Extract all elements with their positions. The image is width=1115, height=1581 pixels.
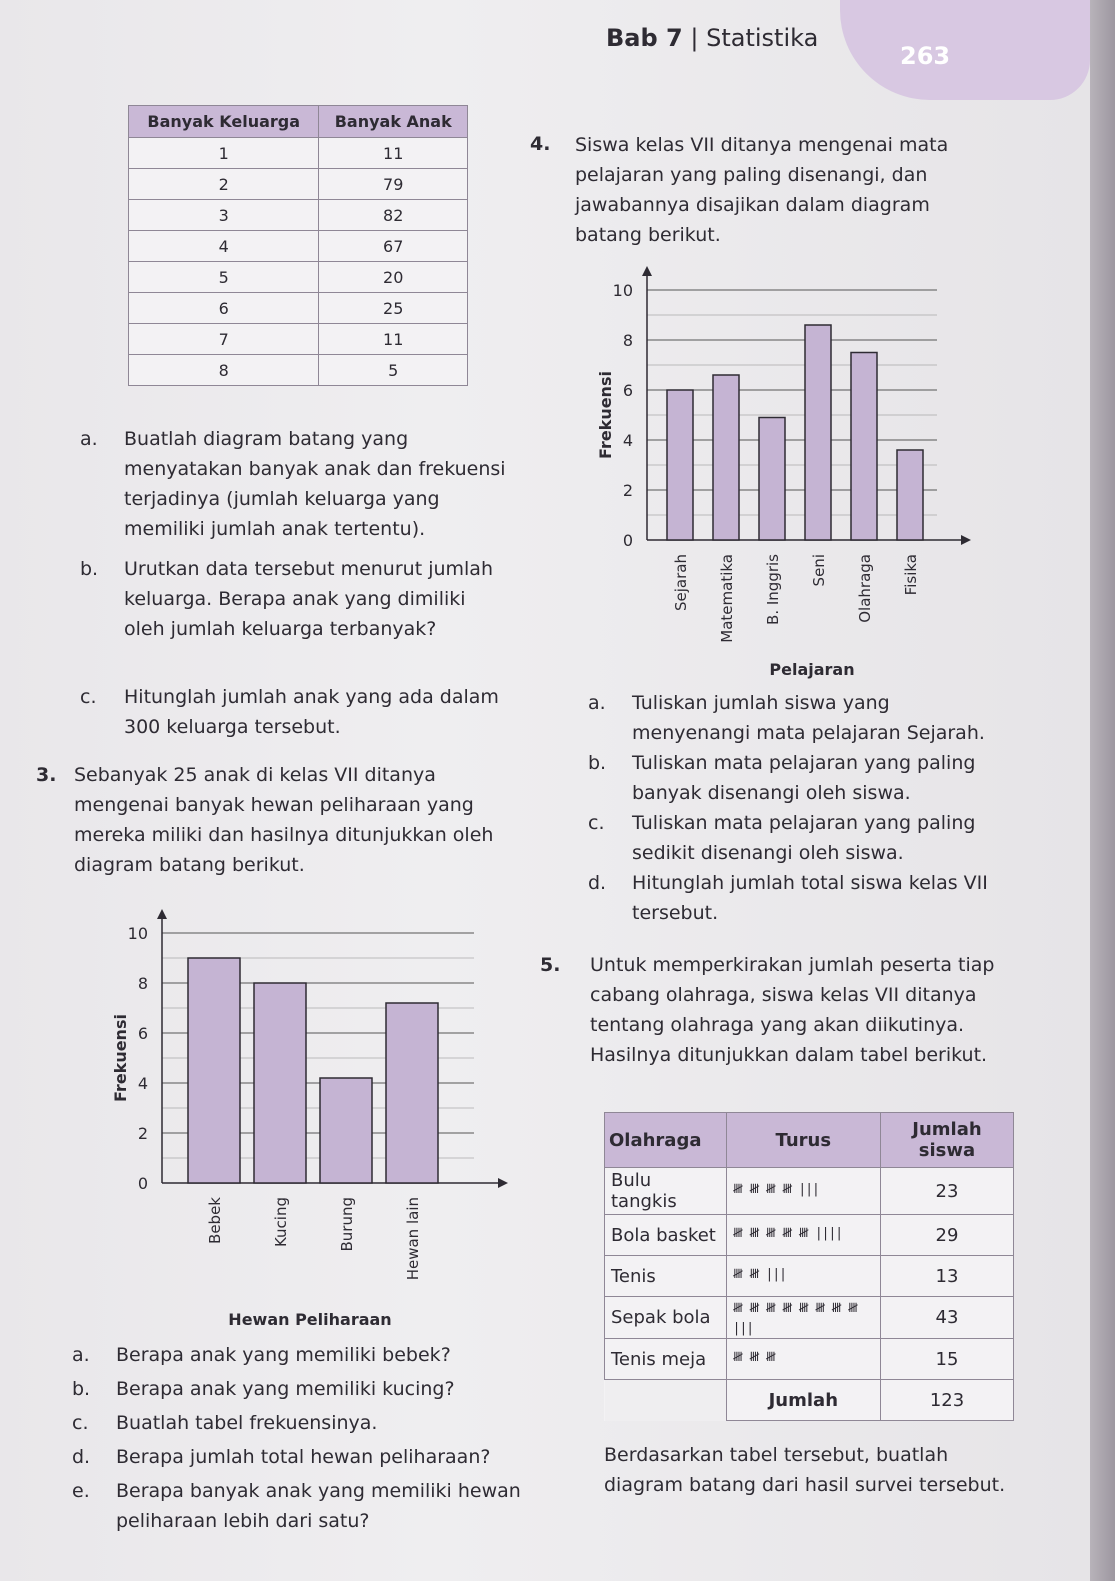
table-cell-sport: Sepak bola <box>605 1297 727 1339</box>
table-cell-sport: Tenis meja <box>605 1339 727 1380</box>
table-row <box>605 1215 1014 1256</box>
chapter-header <box>606 24 818 52</box>
q4-item-label: b. <box>588 752 607 774</box>
q3-item-text: Berapa jumlah total hewan peliharaan? <box>116 1446 491 1468</box>
q3-item-label: d. <box>72 1446 91 1468</box>
table-cell-count: 29 <box>880 1215 1013 1256</box>
table-cell-tally: 𝍸 𝍸 𝍸 <box>726 1339 880 1380</box>
table-cell: 8 <box>129 355 319 386</box>
table-row <box>129 355 468 386</box>
table-cell-count: 15 <box>880 1339 1013 1380</box>
bar-b-inggris <box>759 418 785 541</box>
x-tick-label: Bebek <box>206 1197 224 1244</box>
total-label: Jumlah <box>726 1380 880 1421</box>
table-cell-tally: 𝍸 𝍸 𝍸 𝍸 𝍸 |||| <box>726 1215 880 1256</box>
table-row <box>129 324 468 355</box>
table-cell-tally: 𝍸 𝍸 𝍸 𝍸 ||| <box>726 1168 880 1215</box>
x-tick-label: Kucing <box>272 1197 290 1248</box>
table-header: Jumlah siswa <box>880 1113 1013 1168</box>
q2b-text: Urutkan data tersebut menurut jumlah keluarga. Berapa anak yang dimiliki oleh jumlah keluarga terbanyak? <box>124 558 493 640</box>
table-cell: 20 <box>319 262 468 293</box>
bar-olahraga <box>851 353 877 541</box>
table-cell: 5 <box>319 355 468 386</box>
table-cell-count: 13 <box>880 1256 1013 1297</box>
q2c-text: Hitunglah jumlah anak yang ada dalam 300 keluarga tersebut. <box>124 686 499 738</box>
bar-kucing <box>254 983 306 1183</box>
table-cell-count: 23 <box>880 1168 1013 1215</box>
table-cell: 4 <box>129 231 319 262</box>
x-tick-label: Burung <box>338 1197 356 1252</box>
y-axis-arrow <box>157 909 167 919</box>
table-cell: 3 <box>129 200 319 231</box>
q3-number: 3. <box>36 764 57 786</box>
bar-hewan-lain <box>386 1003 438 1183</box>
y-tick-label: 4 <box>137 1074 148 1093</box>
table-row <box>605 1168 1014 1215</box>
q4-item-text: Tuliskan jumlah siswa yang menyenangi mata pelajaran Sejarah. <box>632 692 985 744</box>
page-edge <box>1090 0 1115 1581</box>
q2b-label: b. <box>80 558 99 580</box>
sports-tally-table <box>604 1112 1014 1421</box>
table-cell: 6 <box>129 293 319 324</box>
y-axis-title: Frekuensi <box>111 1014 130 1102</box>
x-axis-title: Pelajaran <box>769 660 855 679</box>
table-header: Olahraga <box>605 1113 727 1168</box>
table-cell-sport: Bola basket <box>605 1215 727 1256</box>
q5-number: 5. <box>540 954 561 976</box>
q4-item-label: d. <box>588 872 607 894</box>
table-header: Banyak Anak <box>319 106 468 138</box>
chapter-title: Statistika <box>706 24 819 52</box>
x-tick-label: B. Inggris <box>764 554 782 625</box>
bar-sejarah <box>667 390 693 540</box>
x-tick-label: Hewan lain <box>404 1197 422 1281</box>
x-axis-arrow <box>498 1178 508 1188</box>
table-cell: 7 <box>129 324 319 355</box>
header-separator: | <box>690 24 699 52</box>
q3-item-label: b. <box>72 1378 91 1400</box>
chapter-number: Bab 7 <box>606 24 683 52</box>
table-cell-sport: Tenis <box>605 1256 727 1297</box>
table-cell: 1 <box>129 138 319 169</box>
q4-number: 4. <box>530 133 551 155</box>
y-tick-label: 6 <box>137 1024 148 1043</box>
table-header: Turus <box>726 1113 880 1168</box>
q3-item-label: e. <box>72 1480 90 1502</box>
table-row <box>605 1339 1014 1380</box>
q3-item-text: Buatlah tabel frekuensinya. <box>116 1412 378 1434</box>
q3-item-text: Berapa anak yang memiliki kucing? <box>116 1378 455 1400</box>
y-tick-label: 4 <box>622 431 633 450</box>
table-cell-count: 43 <box>880 1297 1013 1339</box>
y-tick-label: 2 <box>137 1124 148 1143</box>
bar-burung <box>320 1078 372 1183</box>
q2a-text: Buatlah diagram batang yang menyatakan banyak anak dan frekuensi terjadinya (jumlah keluarga yang memiliki jumlah anak tertentu). <box>124 428 506 540</box>
q4-item-label: a. <box>588 692 606 714</box>
table-row <box>129 200 468 231</box>
x-tick-label: Olahraga <box>856 554 874 623</box>
y-tick-label: 2 <box>622 481 633 500</box>
q4-item-text: Tuliskan mata pelajaran yang paling banyak disenangi oleh siswa. <box>632 752 976 804</box>
table-header: Banyak Keluarga <box>129 106 319 138</box>
q3-item-label: c. <box>72 1412 89 1434</box>
y-tick-label: 0 <box>137 1174 148 1193</box>
page-number: 263 <box>900 42 951 70</box>
x-axis-title: Hewan Peliharaan <box>228 1310 392 1329</box>
bar-seni <box>805 325 831 540</box>
x-tick-label: Seni <box>810 554 828 587</box>
q3-text: Sebanyak 25 anak di kelas VII ditanya mengenai banyak hewan peliharaan yang mereka miliki dan hasilnya ditunjukkan oleh diagram batang berikut. <box>74 764 494 876</box>
bar-matematika <box>713 375 739 540</box>
q2a-label: a. <box>80 428 98 450</box>
table-row <box>129 138 468 169</box>
y-tick-label: 10 <box>612 281 633 300</box>
table-cell-sport: Bulu tangkis <box>605 1168 727 1215</box>
table-row <box>605 1297 1014 1339</box>
bar-fisika <box>897 450 923 540</box>
x-tick-label: Fisika <box>902 554 920 596</box>
table-row <box>605 1256 1014 1297</box>
family-children-table <box>128 105 468 386</box>
table-row <box>129 262 468 293</box>
subjects-bar-chart <box>585 255 985 685</box>
table-row <box>129 293 468 324</box>
q4-item-text: Hitunglah jumlah total siswa kelas VII tersebut. <box>632 872 988 924</box>
y-tick-label: 6 <box>622 381 633 400</box>
table-cell: 79 <box>319 169 468 200</box>
q5-text: Untuk memperkirakan jumlah peserta tiap cabang olahraga, siswa kelas VII ditanya tentang olahraga yang akan diikutinya. Hasilnya ditunjukkan dalam tabel berikut. <box>590 954 995 1066</box>
q3-item-label: a. <box>72 1344 90 1366</box>
table-cell-tally: 𝍸 𝍸 𝍸 𝍸 𝍸 𝍸 𝍸 𝍸 ||| <box>726 1297 880 1339</box>
y-tick-label: 0 <box>622 531 633 550</box>
x-tick-label: Matematika <box>718 554 736 643</box>
table-row <box>129 231 468 262</box>
table-cell: 2 <box>129 169 319 200</box>
q4-item-text: Tuliskan mata pelajaran yang paling sedikit disenangi oleh siswa. <box>632 812 976 864</box>
table-total-row <box>605 1380 1014 1421</box>
pets-bar-chart <box>70 895 530 1345</box>
bar-bebek <box>188 958 240 1183</box>
table-cell: 25 <box>319 293 468 324</box>
table-row <box>129 169 468 200</box>
table-cell: 11 <box>319 324 468 355</box>
q2c-label: c. <box>80 686 97 708</box>
x-tick-label: Sejarah <box>672 554 690 611</box>
y-tick-label: 8 <box>622 331 633 350</box>
y-tick-label: 10 <box>127 924 148 943</box>
y-axis-title: Frekuensi <box>596 371 615 459</box>
q3-item-text: Berapa banyak anak yang memiliki hewan peliharaan lebih dari satu? <box>116 1480 521 1532</box>
q4-text: Siswa kelas VII ditanya mengenai mata pelajaran yang paling disenangi, dan jawabannya disajikan dalam diagram batang berikut. <box>575 134 949 246</box>
table-cell: 82 <box>319 200 468 231</box>
q4-item-label: c. <box>588 812 605 834</box>
table-cell: 11 <box>319 138 468 169</box>
y-tick-label: 8 <box>137 974 148 993</box>
q5-footer: Berdasarkan tabel tersebut, buatlah diagram batang dari hasil survei tersebut. <box>604 1444 1006 1496</box>
table-cell: 5 <box>129 262 319 293</box>
table-cell: 67 <box>319 231 468 262</box>
empty-cell <box>605 1380 727 1421</box>
table-cell-tally: 𝍸 𝍸 ||| <box>726 1256 880 1297</box>
q3-item-text: Berapa anak yang memiliki bebek? <box>116 1344 451 1366</box>
total-value: 123 <box>880 1380 1013 1421</box>
y-axis-arrow <box>642 266 652 276</box>
x-axis-arrow <box>961 535 971 545</box>
